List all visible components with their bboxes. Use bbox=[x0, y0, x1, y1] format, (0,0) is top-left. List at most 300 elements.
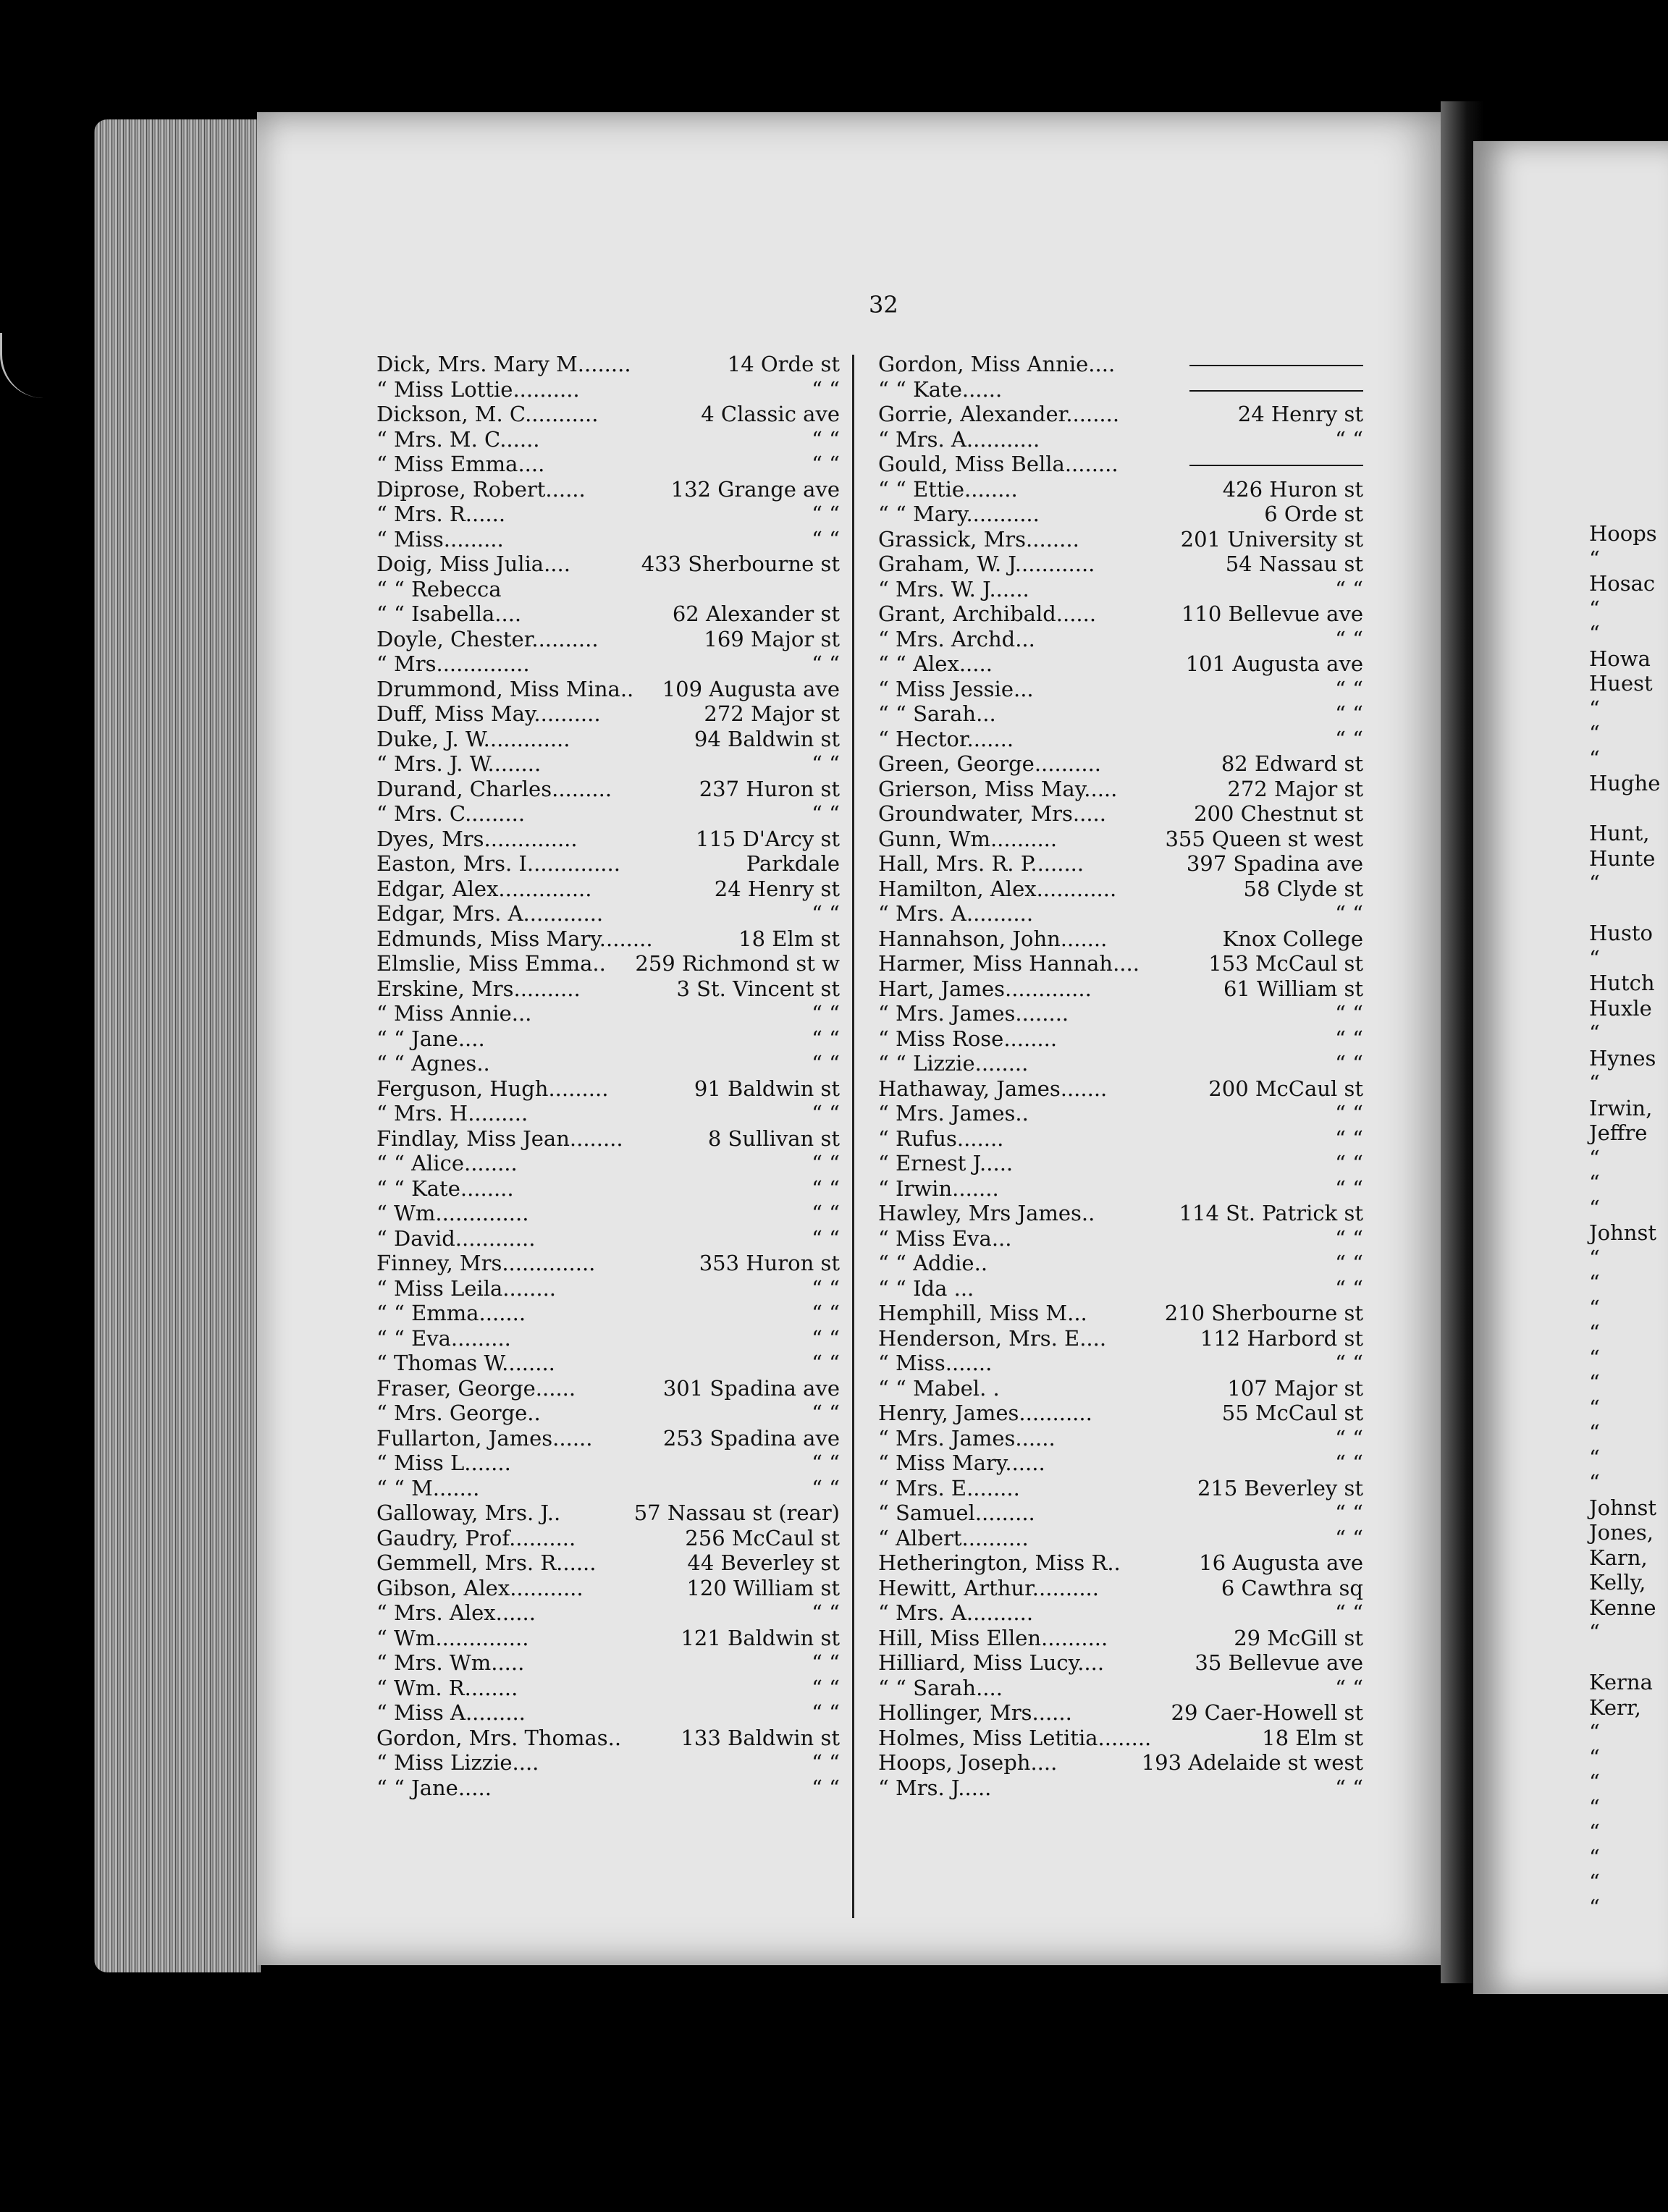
right-page-entry: Jeffre bbox=[1589, 1120, 1648, 1145]
entry-address: “ “ bbox=[812, 1001, 840, 1026]
entry-name: “ “ Kate........ bbox=[376, 1175, 514, 1201]
entry-name: Hill, Miss Ellen.......... bbox=[878, 1625, 1108, 1650]
entry-address: 237 Huron st bbox=[699, 776, 840, 801]
directory-entry bbox=[878, 851, 1363, 877]
entry-name: Hall, Mrs. R. P........ bbox=[878, 851, 1084, 876]
directory-entry bbox=[878, 1650, 1363, 1676]
entry-address: “ “ bbox=[1335, 1500, 1363, 1525]
directory-entry bbox=[376, 1676, 840, 1701]
entry-name: “ Irwin....... bbox=[878, 1175, 999, 1201]
directory-entry bbox=[878, 827, 1363, 852]
right-page-entry: “ bbox=[1589, 1470, 1600, 1495]
directory-column-middle bbox=[878, 352, 1363, 1800]
entry-name: “ “ Alex..... bbox=[878, 651, 993, 676]
entry-address: 6 Cawthra sq bbox=[1221, 1575, 1363, 1600]
entry-name: Hart, James............. bbox=[878, 976, 1092, 1001]
entry-name: “ Miss Emma.... bbox=[376, 452, 545, 476]
right-page-entry: Hughe bbox=[1589, 771, 1661, 795]
directory-entry bbox=[878, 577, 1363, 602]
entry-name: “ Mrs. H......... bbox=[376, 1101, 528, 1126]
entry-address: “ “ bbox=[1335, 1175, 1363, 1201]
directory-entry bbox=[878, 527, 1363, 552]
entry-name: Hewitt, Arthur.......... bbox=[878, 1575, 1099, 1600]
right-page-entry: “ bbox=[1589, 1170, 1600, 1195]
right-page-entry: Huest bbox=[1589, 671, 1653, 696]
entry-name: “ Miss Eva... bbox=[878, 1225, 1012, 1251]
directory-entry bbox=[878, 352, 1363, 377]
directory-entry bbox=[878, 1600, 1363, 1626]
directory-entry bbox=[878, 1126, 1363, 1152]
entry-address: 133 Baldwin st bbox=[681, 1725, 840, 1750]
entry-name: “ David............ bbox=[376, 1225, 536, 1251]
right-page-entry: Kenne bbox=[1589, 1595, 1656, 1620]
entry-name: Hamilton, Alex............ bbox=[878, 876, 1117, 901]
entry-name: Fraser, George...... bbox=[376, 1375, 576, 1401]
entry-address: “ “ bbox=[1335, 1051, 1363, 1076]
entry-address: “ “ bbox=[812, 452, 840, 476]
directory-entry bbox=[878, 1500, 1363, 1526]
entry-address: “ “ bbox=[1335, 1126, 1363, 1151]
entry-name: “ Mrs. Wm..... bbox=[376, 1650, 525, 1675]
entry-name: “ Mrs. E........ bbox=[878, 1475, 1020, 1500]
entry-address: 272 Major st bbox=[1227, 776, 1363, 801]
entry-address: 24 Henry st bbox=[714, 876, 840, 901]
directory-entry bbox=[878, 1776, 1363, 1801]
entry-name: Gould, Miss Bella........ bbox=[878, 452, 1119, 476]
right-page-entry: “ bbox=[1589, 621, 1600, 646]
right-page-entry: “ bbox=[1589, 1870, 1600, 1894]
right-page-entry: “ bbox=[1589, 1245, 1600, 1270]
directory-entry bbox=[376, 377, 840, 402]
right-page-entry: Hunt, bbox=[1589, 821, 1650, 845]
entry-address: 215 Beverley st bbox=[1197, 1475, 1363, 1500]
entry-address: “ “ bbox=[812, 901, 840, 926]
directory-entry bbox=[878, 677, 1363, 702]
entry-name: “ “ Mabel. . bbox=[878, 1375, 1000, 1401]
entry-name: “ “ Alice........ bbox=[376, 1151, 518, 1175]
entry-address: “ “ bbox=[1335, 1525, 1363, 1550]
entry-address: 18 Elm st bbox=[738, 926, 840, 951]
entry-name: Easton, Mrs. I.............. bbox=[376, 851, 620, 876]
directory-entry bbox=[376, 1351, 840, 1376]
entry-name: “ Ernest J..... bbox=[878, 1151, 1014, 1175]
directory-entry bbox=[376, 502, 840, 527]
entry-address: 120 William st bbox=[686, 1575, 840, 1600]
entry-name: “ Mrs. George.. bbox=[376, 1401, 541, 1425]
right-page-entry bbox=[1589, 1645, 1660, 1671]
entry-address: “ “ bbox=[1335, 901, 1363, 926]
right-page-entry: “ bbox=[1589, 1770, 1600, 1794]
right-page-entry: Howa bbox=[1589, 646, 1651, 671]
entry-name: “ “ Jane.... bbox=[376, 1026, 485, 1051]
directory-column-right-fragment bbox=[1589, 521, 1660, 1920]
entry-name: “ Samuel......... bbox=[878, 1500, 1035, 1525]
entry-name: Galloway, Mrs. J.. bbox=[376, 1500, 561, 1525]
entry-name: “ Miss......... bbox=[376, 526, 504, 552]
entry-name: “ Mrs. Archd... bbox=[878, 626, 1035, 651]
directory-entry bbox=[878, 1750, 1363, 1776]
right-page-entry: “ bbox=[1589, 1021, 1600, 1045]
entry-name: Hilliard, Miss Lucy.... bbox=[878, 1650, 1105, 1675]
entry-name: Findlay, Miss Jean........ bbox=[376, 1126, 623, 1151]
directory-entry bbox=[878, 627, 1363, 652]
directory-entry bbox=[376, 427, 840, 452]
directory-entry bbox=[376, 477, 840, 502]
entry-name: “ Wm.............. bbox=[376, 1625, 529, 1650]
entry-name: Duff, Miss May.......... bbox=[376, 701, 601, 726]
directory-entry bbox=[376, 701, 840, 727]
entry-name: Diprose, Robert...... bbox=[376, 476, 586, 502]
entry-name: “ Mrs. A.......... bbox=[878, 1600, 1034, 1625]
entry-name: Erskine, Mrs.......... bbox=[376, 976, 581, 1001]
entry-name: “ Mrs. James.. bbox=[878, 1101, 1029, 1126]
entry-address: “ “ bbox=[812, 1101, 840, 1126]
directory-entry bbox=[878, 1101, 1363, 1126]
entry-name: “ Miss....... bbox=[878, 1351, 993, 1375]
directory-entry bbox=[878, 1326, 1363, 1351]
entry-address: 121 Baldwin st bbox=[681, 1625, 840, 1650]
entry-address: “ “ bbox=[812, 1351, 840, 1375]
entry-address: “ “ bbox=[1335, 1275, 1363, 1301]
right-page-entry: “ bbox=[1589, 1071, 1600, 1095]
entry-address: “ “ bbox=[1335, 1451, 1363, 1475]
entry-address: “ “ bbox=[812, 1225, 840, 1251]
right-page-entry: Hutch bbox=[1589, 971, 1655, 995]
entry-name: Hawley, Mrs James.. bbox=[878, 1201, 1095, 1225]
entry-name: “ Mrs. A........... bbox=[878, 426, 1040, 452]
entry-address: 169 Major st bbox=[704, 626, 840, 651]
directory-entry bbox=[376, 1251, 840, 1276]
directory-entry bbox=[878, 1301, 1363, 1326]
right-page-entry: “ bbox=[1589, 1295, 1600, 1320]
directory-entry bbox=[878, 651, 1363, 677]
right-page-entry: Kelly, bbox=[1589, 1570, 1646, 1595]
entry-address: 62 Alexander st bbox=[672, 601, 840, 626]
entry-name: “ “ Jane..... bbox=[376, 1775, 492, 1800]
right-page-entry: Hynes bbox=[1589, 1045, 1656, 1071]
entry-address: “ “ bbox=[812, 1275, 840, 1301]
entry-name: Hoops, Joseph.... bbox=[878, 1750, 1058, 1775]
directory-entry bbox=[376, 1226, 840, 1251]
entry-name: “ Albert.......... bbox=[878, 1525, 1029, 1550]
entry-name: “ “ Ettie........ bbox=[878, 476, 1018, 502]
entry-address: “ “ bbox=[1335, 1251, 1363, 1275]
entry-address: “ “ bbox=[1335, 1151, 1363, 1175]
right-page-entry: “ bbox=[1589, 1894, 1600, 1920]
directory-entry bbox=[878, 951, 1363, 976]
entry-address: “ “ bbox=[812, 1401, 840, 1425]
entry-address: 201 University st bbox=[1180, 526, 1363, 552]
entry-address: 29 Caer-Howell st bbox=[1171, 1700, 1363, 1725]
entry-address: 109 Augusta ave bbox=[662, 676, 840, 701]
directory-entry bbox=[376, 1376, 840, 1401]
directory-entry bbox=[878, 877, 1363, 902]
directory-entry bbox=[376, 1326, 840, 1351]
entry-address: 259 Richmond st w bbox=[635, 951, 840, 976]
directory-entry bbox=[878, 976, 1363, 1002]
directory-entry bbox=[376, 1026, 840, 1052]
entry-name: “ “ Rebecca bbox=[376, 576, 502, 601]
directory-entry bbox=[376, 452, 840, 477]
entry-name: Hathaway, James....... bbox=[878, 1076, 1108, 1101]
entry-name: “ “ Eva......... bbox=[376, 1325, 511, 1351]
right-page-entry: “ bbox=[1589, 1395, 1600, 1420]
directory-entry bbox=[376, 1426, 840, 1451]
entry-address: 24 Henry st bbox=[1237, 402, 1363, 426]
entry-name: Grierson, Miss May..... bbox=[878, 776, 1118, 801]
entry-address: 153 McCaul st bbox=[1208, 951, 1363, 976]
entry-address: “ “ bbox=[812, 1051, 840, 1076]
right-page-entry: “ bbox=[1589, 696, 1600, 721]
entry-name: Dickson, M. C........... bbox=[376, 402, 599, 426]
entry-name: “ “ Agnes.. bbox=[376, 1051, 490, 1076]
entry-name: Gordon, Mrs. Thomas.. bbox=[376, 1725, 622, 1750]
entry-address: 200 McCaul st bbox=[1208, 1076, 1363, 1101]
directory-entry bbox=[376, 1201, 840, 1226]
entry-name: “ Wm.............. bbox=[376, 1201, 529, 1225]
entry-name: Henderson, Mrs. E.... bbox=[878, 1325, 1107, 1351]
right-page-entry: “ bbox=[1589, 1145, 1600, 1170]
entry-name: Grant, Archibald...... bbox=[878, 601, 1097, 626]
directory-entry bbox=[376, 1276, 840, 1301]
directory-entry bbox=[878, 1676, 1363, 1701]
entry-name: Durand, Charles......... bbox=[376, 776, 612, 801]
entry-name: “ Miss Leila........ bbox=[376, 1275, 557, 1301]
right-page-entry: “ bbox=[1589, 746, 1600, 771]
entry-address: “ “ bbox=[1335, 1001, 1363, 1026]
directory-entry bbox=[376, 1476, 840, 1501]
directory-entry bbox=[878, 926, 1363, 952]
directory-entry bbox=[878, 1376, 1363, 1401]
entry-name: Gorrie, Alexander........ bbox=[878, 402, 1120, 426]
entry-name: Ferguson, Hugh......... bbox=[376, 1076, 609, 1101]
entry-address: 91 Baldwin st bbox=[694, 1076, 840, 1101]
entry-address: “ “ bbox=[812, 1775, 840, 1800]
entry-address: “ “ bbox=[1335, 1600, 1363, 1625]
entry-name: Holmes, Miss Letitia........ bbox=[878, 1725, 1152, 1750]
entry-name: “ Mrs. James........ bbox=[878, 1001, 1069, 1026]
directory-entry bbox=[376, 1526, 840, 1551]
directory-entry bbox=[878, 901, 1363, 926]
entry-address: 397 Spadina ave bbox=[1186, 851, 1363, 876]
entry-name: Hollinger, Mrs...... bbox=[878, 1700, 1072, 1725]
directory-column-left bbox=[376, 352, 840, 1800]
column-divider bbox=[852, 355, 854, 1918]
entry-address: “ “ bbox=[1335, 1225, 1363, 1251]
entry-name: “ Miss Annie... bbox=[376, 1001, 532, 1026]
directory-entry bbox=[376, 1001, 840, 1026]
entry-address: “ “ bbox=[1335, 626, 1363, 651]
right-page-entry: “ bbox=[1589, 1445, 1600, 1470]
directory-entry bbox=[376, 1650, 840, 1676]
entry-address: 272 Major st bbox=[704, 701, 840, 726]
entry-name: “ Miss Lizzie.... bbox=[376, 1750, 539, 1775]
entry-name: “ Miss Mary...... bbox=[878, 1451, 1045, 1475]
directory-entry bbox=[878, 601, 1363, 627]
entry-name: Grassick, Mrs........ bbox=[878, 526, 1079, 552]
directory-entry bbox=[376, 1750, 840, 1776]
entry-address: “ “ bbox=[812, 751, 840, 776]
directory-entry bbox=[878, 1526, 1363, 1551]
directory-entry bbox=[878, 552, 1363, 577]
directory-entry bbox=[376, 1101, 840, 1126]
right-page-entry: Karn, bbox=[1589, 1545, 1648, 1570]
entry-address: “ “ bbox=[812, 1750, 840, 1775]
directory-entry bbox=[878, 1076, 1363, 1102]
entry-address: “ “ bbox=[812, 1475, 840, 1500]
entry-name: “ Mrs. J..... bbox=[878, 1775, 992, 1800]
entry-address: 101 Augusta ave bbox=[1185, 651, 1363, 676]
entry-address: “ “ bbox=[1335, 676, 1363, 701]
entry-name: “ “ M....... bbox=[376, 1475, 480, 1500]
directory-entry bbox=[878, 1700, 1363, 1726]
directory-entry bbox=[376, 402, 840, 427]
entry-name: Gordon, Miss Annie.... bbox=[878, 352, 1116, 376]
entry-name: Gibson, Alex........... bbox=[376, 1575, 584, 1600]
entry-address: “ “ bbox=[812, 1600, 840, 1625]
entry-name: Elmslie, Miss Emma.. bbox=[376, 951, 606, 976]
right-page-entry bbox=[1589, 796, 1660, 822]
right-page-entry: “ bbox=[1589, 1620, 1600, 1645]
right-page-entry: Husto bbox=[1589, 921, 1653, 945]
right-page-entry: Kerr, bbox=[1589, 1694, 1641, 1720]
directory-entry bbox=[376, 577, 840, 602]
entry-address: “ “ bbox=[1335, 726, 1363, 751]
entry-address: 14 Orde st bbox=[727, 352, 840, 376]
entry-address: 433 Sherbourne st bbox=[641, 552, 840, 576]
directory-entry bbox=[878, 727, 1363, 752]
entry-address bbox=[1189, 377, 1363, 392]
directory-entry bbox=[376, 1051, 840, 1076]
entry-address: 8 Sullivan st bbox=[707, 1126, 840, 1151]
entry-name: Dyes, Mrs.............. bbox=[376, 826, 578, 851]
entry-name: Doyle, Chester.......... bbox=[376, 626, 599, 651]
entry-address: “ “ bbox=[812, 1675, 840, 1700]
entry-name: Duke, J. W............. bbox=[376, 726, 570, 751]
directory-entry bbox=[878, 1251, 1363, 1276]
directory-entry bbox=[878, 477, 1363, 502]
entry-name: Edgar, Alex.............. bbox=[376, 876, 592, 901]
directory-entry bbox=[376, 552, 840, 577]
right-page-entry: “ bbox=[1589, 1744, 1600, 1770]
entry-address bbox=[1189, 352, 1363, 366]
directory-entry bbox=[878, 1151, 1363, 1176]
entry-address: “ “ bbox=[812, 651, 840, 676]
directory-entry bbox=[878, 1626, 1363, 1651]
entry-name: “ Mrs.............. bbox=[376, 651, 530, 676]
entry-address: “ “ bbox=[1335, 1101, 1363, 1126]
directory-entry bbox=[376, 1451, 840, 1476]
entry-name: “ Mrs. Alex...... bbox=[376, 1600, 536, 1625]
directory-entry bbox=[376, 1301, 840, 1326]
entry-name: “ Rufus....... bbox=[878, 1126, 1004, 1151]
entry-name: Drummond, Miss Mina.. bbox=[376, 676, 634, 701]
directory-entry bbox=[376, 1500, 840, 1526]
book-page-edges bbox=[94, 119, 261, 1972]
entry-address: 132 Grange ave bbox=[670, 476, 840, 502]
entry-name: Hannahson, John....... bbox=[878, 926, 1108, 951]
directory-entry bbox=[376, 1550, 840, 1576]
entry-name: “ Miss Lottie.......... bbox=[376, 376, 580, 402]
entry-name: “ “ Addie.. bbox=[878, 1251, 988, 1275]
entry-name: “ Mrs. R...... bbox=[376, 502, 506, 526]
background-cord bbox=[0, 333, 67, 398]
page-number: 32 bbox=[869, 291, 898, 318]
entry-name: “ Miss Jessie... bbox=[878, 676, 1034, 701]
right-page-entry bbox=[1589, 896, 1660, 921]
entry-address: 114 St. Patrick st bbox=[1179, 1201, 1363, 1225]
directory-entry bbox=[376, 1176, 840, 1202]
directory-entry bbox=[376, 926, 840, 952]
directory-entry bbox=[878, 701, 1363, 727]
entry-address: 16 Augusta ave bbox=[1199, 1550, 1363, 1575]
entry-name: Hemphill, Miss M... bbox=[878, 1301, 1087, 1325]
directory-entry bbox=[376, 601, 840, 627]
entry-address: 6 Orde st bbox=[1264, 502, 1363, 526]
directory-entry bbox=[376, 527, 840, 552]
entry-name: Finney, Mrs.............. bbox=[376, 1251, 596, 1275]
entry-address: “ “ bbox=[812, 1301, 840, 1325]
right-page-entry: “ bbox=[1589, 721, 1600, 746]
directory-entry bbox=[376, 1726, 840, 1751]
directory-entry bbox=[878, 1550, 1363, 1576]
right-page bbox=[1473, 141, 1668, 1994]
directory-entry bbox=[376, 1401, 840, 1426]
entry-name: Hetherington, Miss R.. bbox=[878, 1550, 1121, 1575]
entry-address: 55 McCaul st bbox=[1221, 1401, 1363, 1425]
directory-entry bbox=[376, 627, 840, 652]
right-page-entry: Johnst bbox=[1589, 1495, 1656, 1520]
entry-name: “ Mrs. M. C...... bbox=[376, 426, 540, 452]
right-page-entry: Hosac bbox=[1589, 571, 1656, 596]
entry-address: 301 Spadina ave bbox=[662, 1375, 840, 1401]
entry-name: Dick, Mrs. Mary M........ bbox=[376, 352, 631, 376]
directory-entry bbox=[878, 502, 1363, 527]
directory-entry bbox=[878, 377, 1363, 402]
directory-entry bbox=[878, 1401, 1363, 1426]
entry-name: Harmer, Miss Hannah.... bbox=[878, 951, 1140, 976]
right-page-entry: “ bbox=[1589, 1195, 1600, 1220]
entry-address: 115 D'Arcy st bbox=[696, 826, 840, 851]
entry-address: “ “ bbox=[812, 1151, 840, 1175]
entry-name: “ Miss L....... bbox=[376, 1451, 511, 1475]
entry-address: 57 Nassau st (rear) bbox=[633, 1500, 840, 1525]
directory-entry bbox=[878, 452, 1363, 477]
entry-address: “ “ bbox=[1335, 1026, 1363, 1051]
entry-address: “ “ bbox=[1335, 1675, 1363, 1700]
entry-name: “ “ Isabella.... bbox=[376, 601, 522, 626]
entry-address: “ “ bbox=[1335, 1775, 1363, 1800]
right-page-entry: “ bbox=[1589, 1420, 1600, 1445]
entry-address: “ “ bbox=[1335, 426, 1363, 452]
directory-entry bbox=[878, 1476, 1363, 1501]
directory-entry bbox=[376, 1600, 840, 1626]
entry-name: “ “ Mary........... bbox=[878, 502, 1040, 526]
directory-entry bbox=[376, 901, 840, 926]
entry-address: “ “ bbox=[812, 1325, 840, 1351]
entry-name: Graham, W. J............ bbox=[878, 552, 1095, 576]
entry-address: 110 Bellevue ave bbox=[1181, 601, 1363, 626]
entry-name: Gunn, Wm.......... bbox=[878, 826, 1058, 851]
directory-entry bbox=[878, 1351, 1363, 1376]
entry-address: 94 Baldwin st bbox=[694, 726, 840, 751]
entry-name: “ “ Kate...... bbox=[878, 376, 1003, 402]
entry-name: “ Mrs. James...... bbox=[878, 1425, 1056, 1451]
entry-address: 54 Nassau st bbox=[1225, 552, 1363, 576]
entry-address: 82 Edward st bbox=[1221, 751, 1363, 776]
directory-entry bbox=[878, 1051, 1363, 1076]
directory-entry bbox=[376, 1076, 840, 1102]
